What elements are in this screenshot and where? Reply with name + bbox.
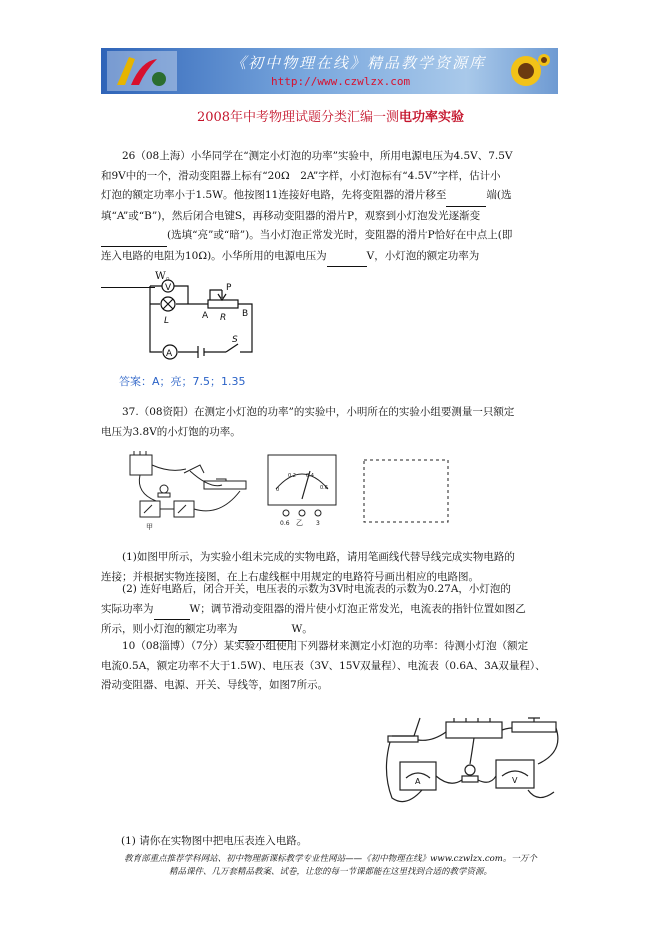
q37-sub2-line-1: (2) 连好电路后，闭合开关，电压表的示数为3V时电流表的示数为0.27A，小灯泡的 xyxy=(122,583,511,595)
label-r: R xyxy=(220,313,227,323)
blank-3 xyxy=(327,247,367,268)
battery-icon xyxy=(198,346,204,358)
circuit-diagram-11 xyxy=(140,276,265,368)
switch-icon xyxy=(392,718,420,736)
voltmeter-icon xyxy=(174,501,194,517)
svg-text:0.2: 0.2 xyxy=(288,473,296,479)
lamp-icon xyxy=(465,765,475,775)
label-yi: 乙 xyxy=(296,519,303,527)
label-s: S xyxy=(232,335,238,345)
rheostat-icon xyxy=(208,300,238,308)
svg-text:0: 0 xyxy=(276,487,280,493)
answer-26: 答案：A；亮；7.5；1.35 xyxy=(119,375,246,388)
page-title-accent: 电功率实验 xyxy=(399,110,465,125)
q37-line-1: 37.（08资阳）在测定小灯泡的功率”的实验中，小明所在的实验小组要测量一只额定 xyxy=(122,406,515,418)
q26-line-6: 连入电路的电阻为10Ω)。小华所用的电源电压为 V，小灯泡的额定功率为 xyxy=(101,247,562,268)
banner-url[interactable]: http://www.czwlzx.com xyxy=(271,75,411,88)
banner-title: 《初中物理在线》精品教学资源库 xyxy=(231,54,487,72)
q10-sub-1: (1) 请你在实物图中把电压表连入电路。 xyxy=(121,835,308,847)
label-a: A xyxy=(166,349,173,359)
figure-37-apparatus xyxy=(120,449,455,531)
question-10 xyxy=(101,637,562,696)
battery-box-icon xyxy=(446,722,502,738)
q26-line-4: 填“A”或“B”)，然后闭合电键S，再移动变阻器的滑片P，观察到小灯泡发光逐渐变 xyxy=(101,209,481,222)
q37-line-2: 电压为3.8V的小灯饱的功率。 xyxy=(101,425,241,438)
label-p: P xyxy=(226,283,232,293)
battery-box-icon xyxy=(130,455,152,475)
q37-sub1-line-1: (1)如图甲所示，为实验小组未完成的实物电路，请用笔画线代替导线完成实物电路的 xyxy=(122,551,515,563)
svg-text:0.6: 0.6 xyxy=(320,485,328,491)
q10-line-3: 滑动变阻器、电源、开关、导线等，如图7所示。 xyxy=(101,679,329,691)
q26-line-2: 和9V中的一个，滑动变阻器上标有“20Ω 2A”字样，小灯泡标有“4.5V”字样，估计小 xyxy=(101,169,501,182)
q37-sub-2 xyxy=(101,580,562,641)
blank-1 xyxy=(446,186,486,207)
question-26 xyxy=(101,147,562,288)
page-title-prefix: 2008年中考物理试题分类汇编一测 xyxy=(196,110,400,125)
q37-sub2-line-3: 所示，则小灯泡的额定功率为 W。 xyxy=(101,620,562,641)
q10-line-2: 电流0.5A，额定功率不大于1.5W)、电压表（3V、15V双量程）、电流表（0.6A、3A双量程）、 xyxy=(101,659,546,672)
q26-line-7: W。 xyxy=(101,267,562,288)
switch-icon xyxy=(226,344,238,352)
page-footer xyxy=(0,853,661,879)
svg-text:0.6: 0.6 xyxy=(280,520,290,527)
site-logo-icon xyxy=(107,51,177,91)
label-a2: A xyxy=(202,311,209,321)
svg-text:0.4: 0.4 xyxy=(306,473,314,479)
blank-5 xyxy=(154,600,190,621)
meter-right-label: V xyxy=(512,776,518,785)
q37-sub1-line-2: 连接；并根据实物连接图，在上右虚线框中用规定的电路符号画出相应的电路图。 xyxy=(101,570,479,583)
label-l: L xyxy=(164,316,170,326)
ammeter-icon xyxy=(140,501,160,517)
sunflower-icon xyxy=(500,52,552,90)
site-banner xyxy=(101,48,558,94)
dashed-answer-box xyxy=(364,460,448,522)
q26-line-3: 灯泡的额定功率小于1.5W。他按图11连接好电路，先将变阻器的滑片移至 端(选 xyxy=(101,186,562,207)
figure-7-apparatus xyxy=(378,712,568,812)
page-title xyxy=(0,106,661,125)
rheostat-icon xyxy=(512,722,556,732)
switch-icon xyxy=(184,465,204,473)
q10-line-1: 10（08淄博）（7分）某实验小组使用下列器材来测定小灯泡的功率：待测小灯泡（额定 xyxy=(122,640,529,652)
label-jia: 甲 xyxy=(146,523,153,531)
lamp-icon xyxy=(160,485,168,493)
blank-2 xyxy=(101,226,167,247)
q37-sub2-line-2: 实际功率为 W；调节滑动变阻器的滑片使小灯泡正常发光，电流表的指针位置如图乙 xyxy=(101,600,562,621)
q26-line-5: (选填“亮”或“暗”)。当小灯泡正常发光时，变阻器的滑片P恰好在中点上(即 xyxy=(101,226,562,247)
question-37 xyxy=(101,403,562,442)
slider-arrow-icon xyxy=(218,290,226,300)
label-v: V xyxy=(165,283,172,293)
rheostat-icon xyxy=(204,481,246,489)
footer-line-2: 精品课件、几万套精品教案、试卷，让您的每一节课都能在这里找到合适的教学资源。 xyxy=(168,867,492,877)
svg-text:3: 3 xyxy=(316,520,320,527)
q26-line-1: 26（08上海）小华同学在“测定小灯泡的功率”实验中，所用电源电压为4.5V、7.5V xyxy=(122,150,513,162)
footer-line-1: 教育部重点推荐学科网站、初中物理新课标教学专业性网站——《初中物理在线》www.czwlzx.com。一万个 xyxy=(124,854,537,864)
label-b: B xyxy=(242,309,249,319)
meter-left-label: A xyxy=(415,777,421,786)
